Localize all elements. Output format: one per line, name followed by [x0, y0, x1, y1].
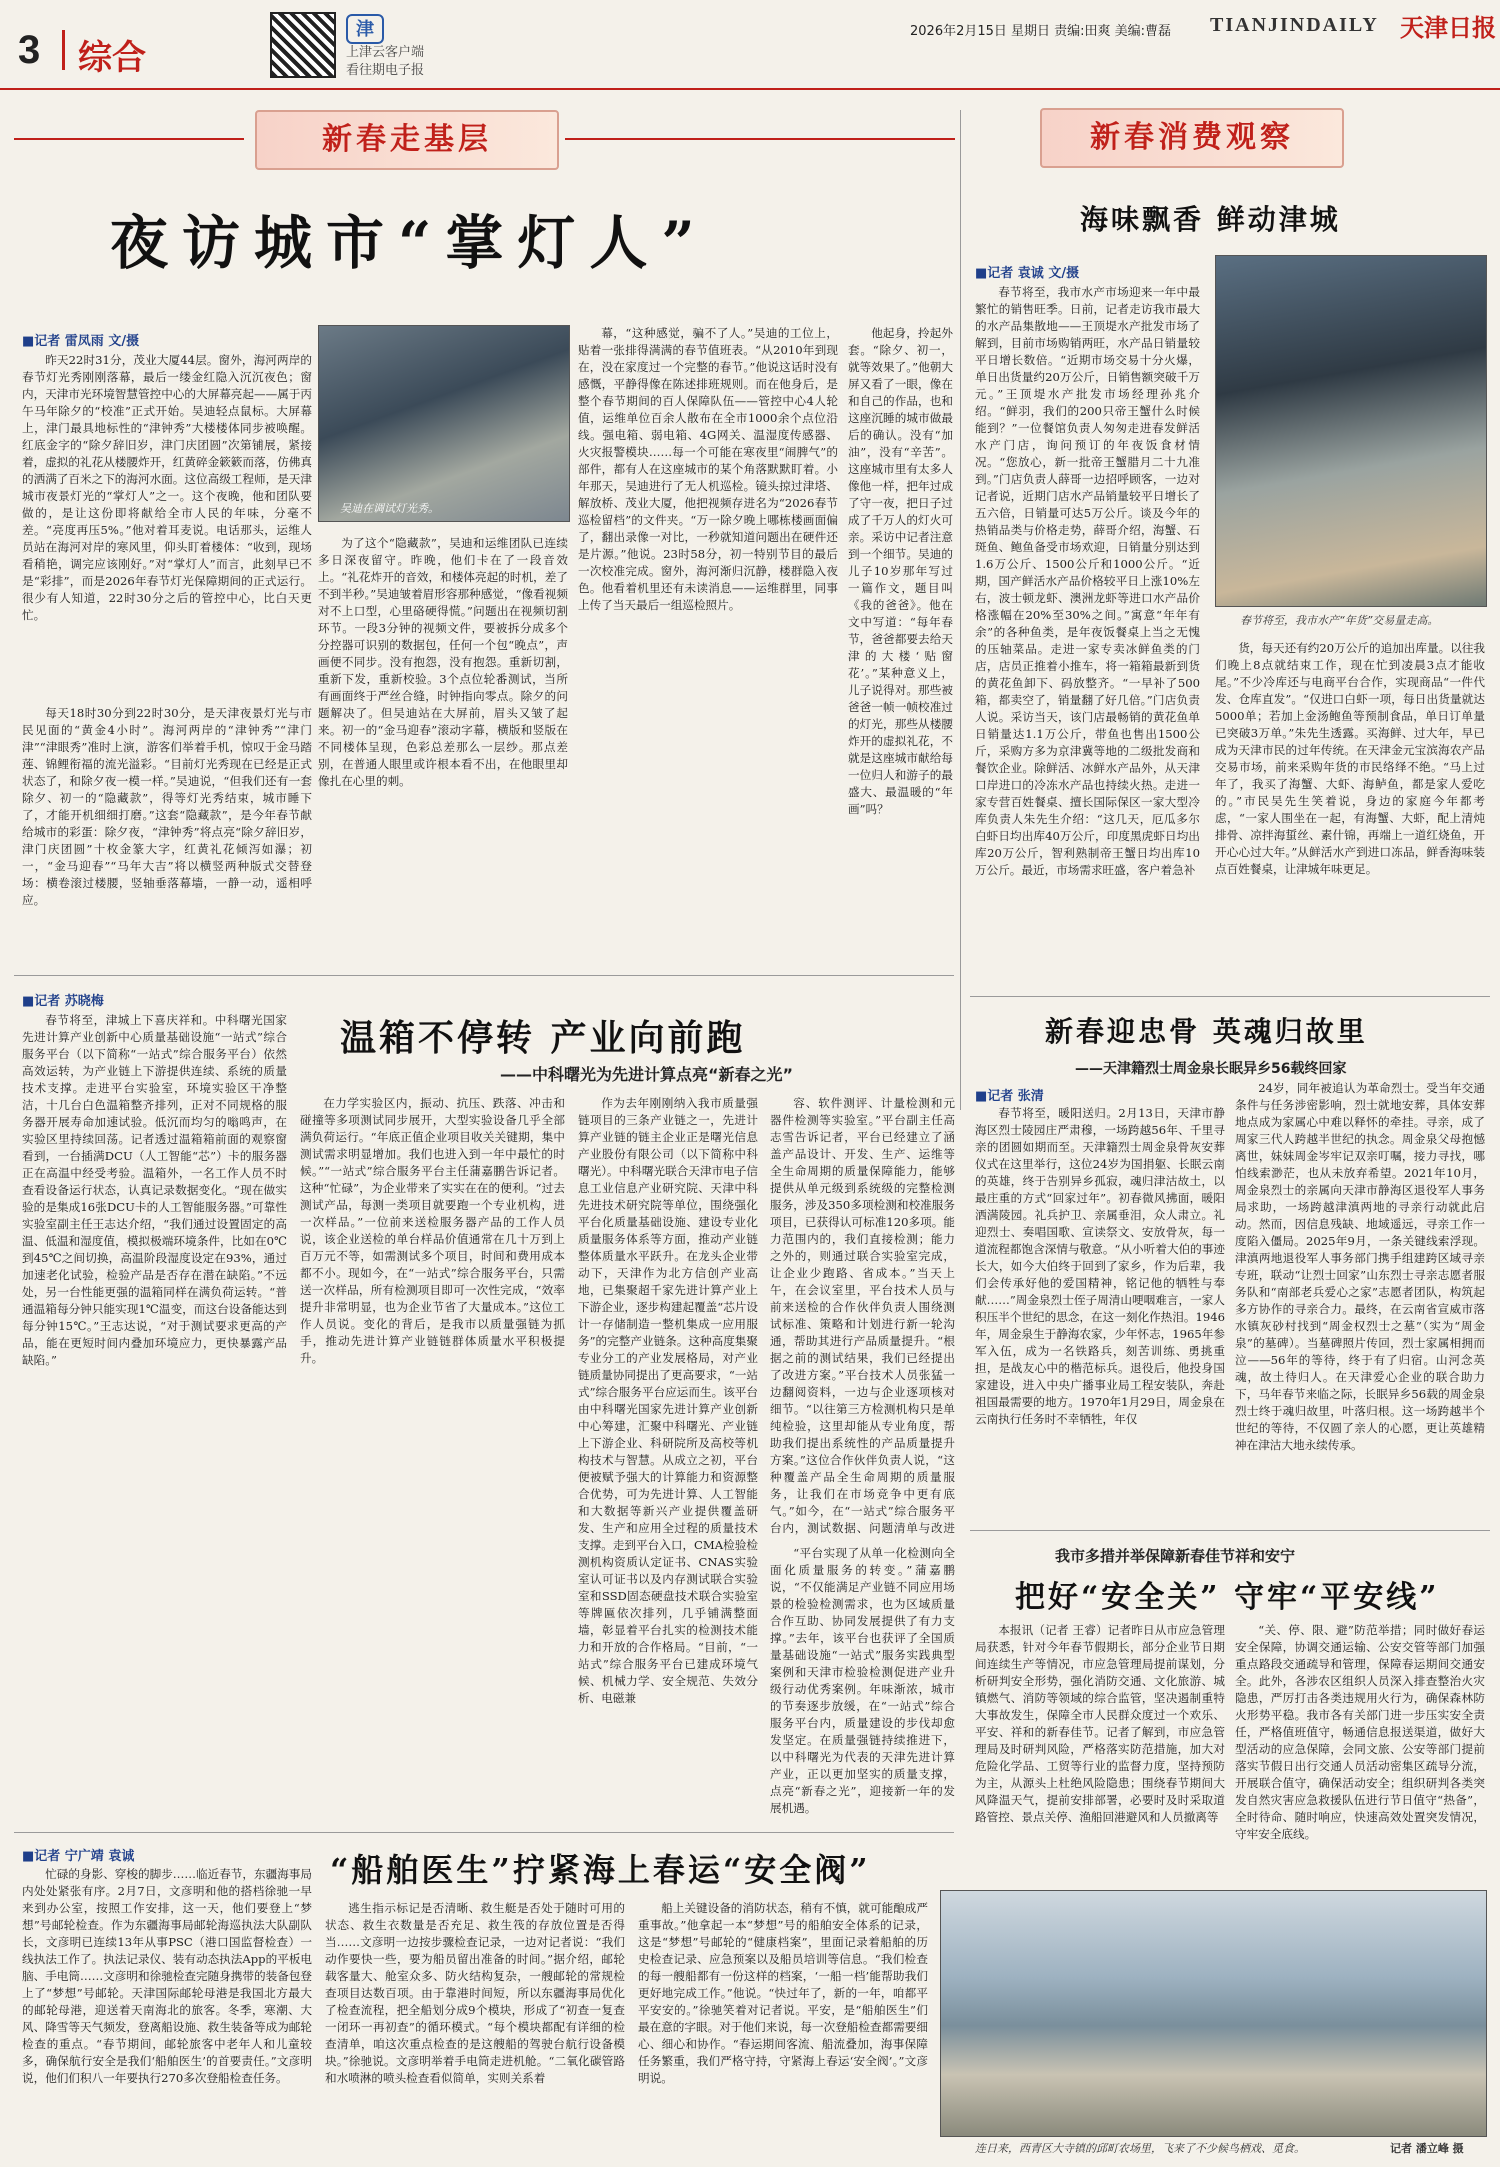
story5-col2-text: 24岁，同年被追认为革命烈士。受当年交通条件与任务涉密影响，烈士就地安葬，具体安葬地点成为家属心中难以释怀的牵挂。寻亲，成了周家三代人跨越半世纪的执念。周金泉父母抱憾离世，妹妹周金岑牢记双亲叮嘱，接力寻找，哪怕线索渺茫，也从未放弃希望。2021年10月，周金泉烈士的亲属向天津市静海区退役军人事务局求助，一场跨越津滇两地的寻亲行动就此启动。然而，因信息残缺、地域遥远，寻亲工作一度陷入僵局。2025年9月，一条关键线索浮现。津滇两地退役军人事务部门携手组建跨区域寻亲专班，联动“让烈士回家”山东烈士寻亲志愿者服务队和“南部老兵爱心之家”志愿者团队，构筑起多方协作的寻亲合力。最终，在云南省宣威市落水镇灰砂村找到“周金权烈士之墓”（实为“周金泉”的墓碑）。当墓碑照片传回，烈士家属相拥而泣——56年的等待，终于有了归宿。山河念英魂，故土待归人。在天津爱心企业的联合助力下，马年春节来临之际，长眠异乡56载的周金泉烈士终于魂归故里，叶落归根。这一场跨越半个世纪的等待，不仅圆了亲人的心愿，更让英雄精神在津沽大地永续传承。 — [1235, 1081, 1485, 1452]
story6-col2-text: “关、停、限、避”防范举措；同时做好春运安全保障，协调交通运输、公安交管等部门加强重点路段交通疏导和管理，保障春运期间交通安全。此外，各涉农区组织人员深入排查整治火灾隐患，严厉打击各类违规用火行为，确保森林防火形势平稳。我市各有关部门进一步压实安全责任，严格值班值守，畅通信息报送渠道，做好大型活动的应急保障，会同文旅、公安等部门提前落实节假日出行交通人员活动密集区疏导分流，开展联合值守，确保活动安全；组织研判各类突发自然灾害应急救援队伍进行节日值守“热备”，全时待命、随时响应，快速高效处置突发情况，守牢安全底线。 — [1235, 1623, 1485, 1841]
story1-col5-text: 他起身，拎起外套。“除夕、初一，就等效果了。”他朝大屏又看了一眼，像在和自己的作品，也和这座沉睡的城市做最后的确认。没有“加油”，没有“辛苦”。这座城市里有太多人像他一样，把年过成了守一夜，把日子过成了千万人的灯火可亲。采访中记者注意到一个细节。吴迪的儿子10岁那年写过一篇作文，题目叫《我的爸爸》。他在文中写道：“每年春节，爸爸都要去给天津的大楼‘贴窗花’。”某种意义上，儿子说得对。那些被爸爸一帧一帧校准过的灯光，那些从楼腰炸开的虚拟礼花，不就是这座城市献给每一位归人和游子的最盛大、最温暖的“年画”吗？ — [848, 326, 953, 816]
page-header — [0, 0, 1500, 92]
story4-col2-text: 货，每天还有约20万公斤的追加出库量。以往我们晚上8点就结束工作，现在忙到凌晨3点才能收尾。”不少冷库还与电商平台合作，实现商品“一件代发、仓库直发”。“仅进口白虾一项，每日出货量就达5000单；若加上金汤鲍鱼等预制食品，单日订单量已突破3万单。”朱先生透露。买海鲜、过大年，早已成为天津市民的过年传统。在天津金元宝滨海农产品交易市场，前来采购年货的市民络绎不绝。“马上过年了，我买了海蟹、大虾、海鲈鱼，都是家人爱吃的。”市民吴先生笑着说，身边的家庭今年都考虑，“一家人围坐在一起，有海蟹、大虾，配上清炖排骨、凉拌海蜇丝、素什锦，再端上一道红烧鱼，开开心心过大年。”从鲜活水产到进口冻品，鲜香海味装点百姓餐桌，让津城年味更足。 — [1215, 641, 1485, 876]
story3-col2-text: 逃生指示标记是否清晰、救生艇是否处于随时可用的状态、救生衣数量是否充足、救生筏的存放位置是否得当……文彦明一边按步骤检查记录，一边对记者说：“我们动作要快一些，要为船员留出准备的时间。”据介绍，邮轮载客量大、舱室众多、防火结构复杂，一艘邮轮的常规检查项目达数百项。由于靠港时间短，所以东疆海事局优化了检查流程，把全船划分成9个模块，形成了“初查一复查一闭环一再初查”的循环模式。“每个模块都配有详细的检查清单，咱这次重点检查的是这艘船的驾驶台航行设备模块。”徐驰说。文彦明举着手电筒走进机舱。“二氧化碳管路和水喷淋的喷头检查看似简单，实则关系着 — [325, 1901, 625, 2085]
story2-col4-text: 容、软件测评、计量检测和元器件检测等实验室。”平台副主任高志雪告诉记者，平台已经建立了涵盖产品设计、开发、生产、运维等全生命周期的质量保障能力，能够提供从单元级到系统级的完整检测服务，涉及350多项检测和校准服务项目，已获得认可标准120多项。能力范围内的，我们直接检测；能力之外的，则通过联合实验室完成，让企业少跑路、省成本。”当天上午，在会议室里，平台技术人员与前来送检的合作伙伴负责人围绕测试标准、策略和计划进行新一轮沟通，帮助其进行产品质量提升。“根据之前的测试结果，我们已经提出了改进方案。”平台技术人员张猛一边翻阅资料，一边与企业逐项核对细节。“以往第三方检测机构只是单纯检验，这里却能从专业角度，帮助我们提出系统性的产品质量提升方案。”这位合作伙伴负责人说，“这种覆盖产品全生命周期的质量服务，让我们在市场竞争中更有底气。”如今，在“一站式”综合服务平台内，测试数据、问题清单与改进 — [770, 1096, 955, 1535]
client-line1: 上津云客户端 — [346, 45, 425, 60]
story1-col3-text: 为了这个“隐藏款”，吴迪和运维团队已连续多日深夜留守。昨晚，他们卡在了一段音效上。“礼花炸开的音效，和楼体亮起的时机，差了不到半秒。”吴迪皱着眉形容那种感觉，“像看视频对不上口型，心里硌硬得慌。”问题出在视频切割环节。一段3分钟的视频文件，要被拆分成多个分控器可识别的数据包，任何一个包“晚点”，声画便不同步。没有抱怨，没有抱怨。重新切割，重新下发，重新校验。3个点位轮番测试，当所有画面终于严丝合缝，时钟指向零点。除夕的问题解决了。但吴迪站在大屏前，眉头又皱了起来。初一的“金马迎春”滚动字幕，横版和竖版在不同楼体呈现，色彩总差那么一层纱。那点差别，在普通人眼里或许根本看不出，在他眼里却像扎在心里的刺。 — [318, 536, 568, 788]
story2-col1-text: 春节将至，津城上下喜庆祥和。中科曙光国家先进计算产业创新中心质量基础设施“一站式”综合服务平台（以下简称“一站式”综合服务平台）依然高效运转，为产业链上下游提供连续、系统的质量技术支撑。走进平台实验室，环境实验区干净整洁，十几台白色温箱整齐排列，正对不同规格的服务器开展寿命加速试验。低沉而均匀的嗡鸣声，在实验区里持续回荡。记者透过温箱箱前面的观察窗看到，一台插满DCU（人工智能“芯”）卡的服务器正在高温中经受考验。温箱外，一名工作人员不时查看设备运行状态，认真记录数据变化。“现在做实验的是集成16张DCU卡的人工智能服务器。”可靠性实验室副主任王志达介绍，“我们通过设置固定的高温、低温和湿度值，模拟极端环境条件，比如在0℃到45℃之间切换，高温阶段湿度设定在93%，通过加速老化试验，检验产品是否存在潜在缺陷。”不远处，另一台性能更强的温箱同样在满负荷运转。“普通温箱每分钟只能实现1℃温变，而这台设备能达到每分钟15℃。”王志达说，“对于测试要求更高的产品，能在更短时间内叠加环境应力，更快暴露产品缺陷。” — [22, 1013, 287, 1367]
app-logo-icon: 津 — [346, 14, 384, 44]
story5-col2 — [1235, 1080, 1485, 1520]
header-rule — [0, 88, 1500, 90]
brand-logo: 天津日报 — [1400, 13, 1496, 42]
banner-rule-left — [14, 138, 244, 140]
story3-col3-text: 船上关键设备的消防状态，稍有不慎，就可能酿成严重事故。”他拿起一本“梦想”号的船舶安全体系的记录，这是“梦想”号邮轮的“健康档案”，里面记录着船舶的历史检查记录、应急预案以及船员培训等信息。“我们检查的每一艘船都有一份这样的档案，‘一船一档’能帮助我们更好地完成工作。”他说。“快过年了，新的一年，咱都平平安安的。”徐驰笑着对记者说。平安，是“船舶医生”们最在意的字眼。对于他们来说，每一次登船检查都需要细心、细心和协作。“春运期间客流、船流叠加，海事保障任务繁重，我们严格守持，守紧海上春运‘安全阀’。”文彦明说。 — [638, 1901, 928, 2085]
story1-col4-text: 幕，“这种感觉，骗不了人。”吴迪的工位上，贴着一张排得满满的春节值班表。“从2010年到现在，没在家度过一个完整的春节。”他说这话时没有感慨，平静得像在陈述排班规则。而在他身后，是整个春节期间的百人保障队伍——管控中心4人轮值，运维单位百余人散布在全市1000余个点位沿线。强电箱、弱电箱、4G网关、温湿度传感器、火灾报警模块……每一个可能在寒夜里“闹脾气”的部件，都有人在这座城市的某个角落默默盯着。小年那天，吴迪进行了无人机巡检。镜头掠过津塔、解放桥、茂业大厦，他把视频存进名为“2026春节巡检留档”的文件夹。“万一除夕晚上哪栋楼画面偏了，翻出录像一对比，一秒就知道问题出在硬件还是片源。”他说。23时58分，初一特别节目的最后一次校准完成。窗外，海河渐归沉静，楼群隐入夜色。他看着机里还有未读消息——运维群里，同事上传了当天最后一组巡检照片。 — [578, 326, 838, 612]
story3-col2 — [325, 1900, 625, 2156]
page-number: 3 — [18, 28, 41, 72]
story2-byline: ■记者 苏晓梅 — [22, 994, 104, 1009]
story5-col1-text: 春节将至，暖阳送归。2月13日，天津市静海区烈士陵园庄严肃穆，一场跨越56年、千里寻亲的团圆如期而至。天津籍烈士周金泉骨灰安葬仪式在这里举行，这位24岁为国捐躯、长眠云南的英雄，终于告别异乡孤寂，魂归津沽故土，以最庄重的方式“回家过年”。初春微风拂面，暖阳洒满陵园。礼兵护卫、亲属垂泪，众人肃立。礼迎烈士、奏唱国歌、宣读祭文、安放骨灰，每一道流程都饱含深情与敬意。“从小听着大伯的事迹长大，如今大伯终于回到了家乡，作为后辈，我们会传承好他的爱国精神，铭记他的牺牲与奉献……”周金泉烈士侄子周清山哽咽难言，一家人积压半个世纪的思念，在这一刻化作热泪。1946年，周金泉生于静海农家，少年怀志，1965年参军入伍，成为一名铁路兵，刻苦训练、勇挑重担，是战友心中的楷范标兵。退役后，他投身国家建设，进入中央广播事业局工程安装队，奔赴祖国最需要的地方。1970年1月29日，周金泉在云南执行任务时不幸牺牲，年仅 — [975, 1106, 1225, 1426]
story2-headline: 温箱不停转 产业向前跑 — [340, 1017, 746, 1059]
section-name: 综合 — [78, 38, 146, 78]
story1-headline: 夜访城市“掌灯人” — [110, 209, 709, 277]
story2-col2 — [300, 1095, 565, 1822]
story2-col2-text: 在力学实验区内，振动、抗压、跌落、冲击和碰撞等多项测试同步展开，大型实验设备几乎全部满负荷运行。“年底正值企业项目收关关键期，集中测试需求明显增加。我们也进入到一年中最忙的时候。”“一站式”综合服务平台主任蒲嘉鹏告诉记者。这种“忙碌”，为企业带来了实实在在的便利。“过去测试产品，每测一类项目就要跑一个专业机构，进一次样品。”一位前来送检服务器产品的工作人员说，该企业送检的单台样品价值通常在几十万到上百万元不等，如需测试多个项目，时间和费用成本都不小。现如今，在“一站式”综合服务平台，只需送一次样品，所有检测项目即可一次性完成，“效率提升非常明显，也为企业节省了大量成本。”这位工作人员说。变化的背后，是我市以质量强链为抓手，推动先进计算产业链链群体质量水平积极提升。 — [300, 1096, 565, 1365]
header-divider — [62, 30, 65, 70]
client-promo[interactable] — [346, 44, 424, 80]
story2-subheadline: ——中科曙光为先进计算点亮“新春之光” — [500, 1065, 794, 1084]
story3-col1-text: 忙碌的身影、穿梭的脚步……临近春节，东疆海事局内处处紧张有序。2月7日，文彦明和他的搭档徐驰一早来到办公室，按照工作安排，这一天，他们要登上“梦想”号邮轮检查。作为东疆海事局邮轮海巡执法大队副队长，文彦明已连续13年从事PSC（港口国监督检查）一线执法工作了。执法记录仪、装有动态执法App的平板电脑、手电筒……文彦明和徐驰检查完随身携带的装备包登上了“梦想”号邮轮。天津国际邮轮母港是我国北方最大的邮轮母港，迎送着天南海北的旅客。冬季，寒潮、大风、降雪等天气频发，登离船设施、救生装备等成为邮轮检查的重点。“春节期间，邮轮旅客中老年人和儿童较多，确保航行安全是我们‘船舶医生’的首要责任。”文彦明说，他们们积八一年要执行270多次登船检查任务。 — [22, 1867, 312, 2085]
story6-kicker: 我市多措并举保障新春佳节祥和安宁 — [1055, 1547, 1296, 1565]
story1-byline: ■记者 雷凤雨 文/摄 — [22, 334, 140, 349]
client-line2: 看往期电子报 — [346, 63, 425, 78]
story4-headline: 海味飘香 鲜动津城 — [1080, 203, 1341, 236]
story4-col1 — [975, 284, 1200, 984]
story3-col1 — [22, 1866, 312, 2156]
left-banner-text: 新春走基层 — [322, 122, 492, 157]
qr-code[interactable] — [270, 12, 336, 78]
dateline: 2026年2月15日 星期日 责编:田爽 美编:曹磊 — [910, 24, 1172, 39]
story3-headline: “船舶医生”拧紧海上春运“安全阀” — [330, 1851, 871, 1889]
story5-subheadline: ——天津籍烈士周金泉长眠异乡56载终回家 — [1075, 1061, 1347, 1077]
story1-col3 — [318, 535, 568, 965]
banner-rule-right — [565, 138, 955, 140]
story1-col4 — [578, 325, 838, 965]
story2-bottom-rule — [14, 1832, 954, 1833]
story1-caption: 吴迪在调试灯光秀。 — [340, 502, 439, 515]
story2-col4 — [770, 1095, 955, 1535]
story5-col1 — [975, 1105, 1225, 1520]
brand-en: TIANJINDAILY — [1210, 14, 1379, 36]
right-column-banner — [1040, 108, 1344, 168]
story4-col2 — [1215, 640, 1485, 985]
birds-photo — [940, 1890, 1487, 2137]
birds-photo-credit: 记者 潘立峰 摄 — [1390, 2142, 1464, 2155]
story6-col1 — [975, 1622, 1225, 1882]
birds-photo-caption: 连日来，西青区大寺镇的邱町农场里，飞来了不少候鸟栖戏、觅食。 — [975, 2142, 1305, 2155]
story2-col3-text: 作为去年刚刚纳入我市质量强链项目的三条产业链之一，先进计算产业链的链主企业正是曙光信息产业股份有限公司（以下简称中科曙光）。中科曙光联合天津市电子信息工业信息产业研究院、天津中科先进技术研究院等单位，围绕强化平台化质量基础设施、建设专业化质量服务体系等方面，推动产业链整体质量水平跃升。在龙头企业带动下，天津作为北方信创产业高地，已集聚超千家先进计算产业上下游企业，逐步构建起覆盖“芯片设计一存储制造一整机集成一应用服务”的完整产业链条。这种高度集聚专业分工的产业发展格局，对产业链质量协同提出了更高要求，“一站式”综合服务平台应运而生。该平台由中科曙光国家先进计算产业创新中心筹建，汇聚中科曙光、产业链上下游企业、科研院所及高校等机构技术与智慧。从成立之初，平台便被赋予强大的计算能力和资源整合优势，可为先进计算、人工智能和大数据等新兴产业提供覆盖研发、生产和应用全过程的质量技术支撑。走到平台入口，CMA检验检测机构资质认定证书、CNAS实验室认可证书以及内存测试联合实验室和SSD固态硬盘技术联合实验室等牌匾依次排列，几乎铺满整面墙，彰显着平台扎实的检测技术能力和开放的合作格局。“目前，“一站式”综合服务平台已建成环境气候、机械力学、安全规范、失效分析、电磁兼 — [578, 1096, 758, 1705]
story4-caption: 春节将至，我市水产“年货”交易量走高。 — [1240, 614, 1439, 627]
story2-col1 — [22, 1012, 287, 1822]
story4-col1-text: 春节将至，我市水产市场迎来一年中最繁忙的销售旺季。日前，记者走访我市最大的水产品集散地——王顶堤水产批发市场了解到，目前市场购销两旺，水产品日销量较平日增长数倍。“近期市场交易十分火爆，单日出货量约20万公斤，日销售额突破千万元。”王顶堤水产批发市场经理孙兆介绍。“鲜羽，我们的200只帝王蟹什么时候能到？”一位餐馆负责人匆匆走进春发鲜活水产门店，询问预订的年夜饭食材情况。“您放心，新一批帝王蟹腊月二十九准到。”门店负责人薛哥一边招呼顾客，一边对记者说，近期门店水产品销量较平日增长了五六倍，日销量可达5万公斤。谈及今年的热销品类与价格走势，薛哥介绍，海蟹、石斑鱼、鲍鱼备受市场欢迎，日销量分别达到1.6万公斤、1500公斤和1000公斤。“近期，国产鲜活水产品价格较平日上涨10%左右，波士顿龙虾、澳洲龙虾等进口水产品价格涨幅在20%至30%之间。”寓意“年年有余”的各种鱼类，是年夜饭餐桌上当之无愧的压轴菜品。走进一家专卖冰鲜鱼类的门店，店员正推着小推车，将一箱箱最新到货的黄花鱼卸下、码放整齐。“一早补了500箱，都卖空了，销量翻了好几倍。”门店负责人说。采访当天，该门店最畅销的黄花鱼单日销量达1.1万公斤，带鱼也售出1500公斤，采购方多为京津冀等地的二级批发商和餐饮企业。除鲜活、冰鲜水产品外，从天津口岸进口的冷冻水产品也持续火热。走进一家专营百姓餐桌、擅长国际保区一家大型冷库负责人朱先生介绍：“这几天，厄瓜多尔白虾日均出库40万公斤，印度黑虎虾日均出库20万公斤，智利熟制帝王蟹日均出库10万公斤。最近，市场需求旺盛，客户着急补 — [975, 285, 1200, 877]
story5-headline: 新春迎忠骨 英魂归故里 — [1045, 1015, 1368, 1048]
story3-col3 — [638, 1900, 928, 2156]
column-divider-right — [960, 110, 961, 1110]
left-column-banner — [255, 110, 559, 170]
story2-col5 — [770, 1545, 955, 1822]
story1-col5 — [848, 325, 953, 965]
story3-byline: ■记者 宁广靖 袁诚 — [22, 1849, 135, 1864]
story4-photo — [1215, 255, 1487, 607]
story1-col1-text: 昨天22时31分，茂业大厦44层。窗外，海河两岸的春节灯光秀刚刚落幕，最后一缕金红隐入沉沉夜色；窗内，天津市光环境智慧管控中心的大屏幕亮起——属于丙午马年除夕的“校准”正式开始。吴迪轻点鼠标。大屏幕上，津门最具地标性的“津钟秀”大楼楼体同步被唤醒。红底金字的“除夕辞旧岁，津门庆团圆”次第铺展，紧接着，虚拟的礼花从楼腰炸开，红黄碎金簌簌而落，仿佛真的洒满了百米之下的海河水面。这位高级工程师，是天津城市夜景灯光的“掌灯人”之一。这个夜晚，他和团队要做的，是让这份即将献给全市人民的年味，分毫不差。“亮度再压5%。”他对着耳麦说。电话那头，运维人员站在海河对岸的寒风里，仰头盯着楼体：“收到，现场看稍艳，调完应该刚好。”对“掌灯人”而言，此刻早已不是“彩排”，而是2026年春节灯光保障期间的正式运行。很少有人知道，22时30分之后的管控中心，比白天更忙。 — [22, 353, 312, 622]
right-banner-text: 新春消费观察 — [1090, 120, 1294, 155]
story6-col1-text: 本报讯（记者 王睿）记者昨日从市应急管理局获悉，针对今年春节假期长，部分企业节日期间连续生产等情况，市应急管理局提前谋划，分析研判安全形势，强化消防交通、文化旅游、城镇燃气、消防等领域的综合监管，坚决遏制重特大事故发生，保障全市人民群众度过一个欢乐、平安、祥和的新春佳节。记者了解到，市应急管理局及时研判风险，严格落实防范措施，加大对危险化学品、工贸等行业的监督力度，坚持预防为主，从源头上杜绝风险隐患；围绕春节期间大风降温天气，提前安排部署，必要时及时采取道路管控、景点关停、渔船回港避风和人员撤离等 — [975, 1623, 1225, 1824]
story4-bottom-rule — [970, 996, 1490, 997]
story6-col2 — [1235, 1622, 1485, 1882]
story1-photo — [318, 325, 570, 522]
story1-col2-text: 每天18时30分到22时30分，是天津夜景灯光与市民见面的“黄金4小时”。海河两岸的“津钟秀”“津门津”“津眼秀”准时上演，游客们举着手机，惊叹于金马踏莲、锦鲤衔福的流光溢彩。“目前灯光秀现在已经是正式状态了，和除夕夜一模一样。”吴迪说，“但我们还有一套除夕、初一的“隐藏款”，得等灯光秀结束，城市睡下了，才能开机细细打磨。”这套“隐藏款”，是今年春节献给城市的彩蛋：除夕夜，“津钟秀”将点亮“除夕辞旧岁，津门庆团圆”十枚金篆大字，红黄礼花倾泻如瀑；初一，“金马迎春”“马年大吉”将以横竖两种版式交替登场：横卷滚过楼腰，竖轴垂落幕墙，一静一动，遥相呼应。 — [22, 706, 312, 907]
story5-byline: ■记者 张清 — [975, 1089, 1044, 1104]
story5-bottom-rule — [970, 1530, 1490, 1531]
story4-byline: ■记者 袁诚 文/摄 — [975, 266, 1080, 281]
story6-headline: 把好“安全关” 守牢“平安线” — [1015, 1580, 1440, 1615]
story1-col2 — [22, 705, 312, 965]
story2-col3 — [578, 1095, 758, 1822]
story1-bottom-rule — [14, 975, 954, 976]
story2-col5-text: “平台实现了从单一化检测向全面化质量服务的转变。”蒲嘉鹏说，“不仅能满足产业链不同应用场景的检验检测需求，也为区域质量合作互助、协同发展提供了有力支撑。”去年，该平台也获评了全国质量基础设施“一站式”服务实践典型案例和天津市检验检测促进产业升级行动优秀案例。年味渐浓，城市的节奏逐步放缓，在“一站式”综合服务平台内，质量建设的步伐却愈发坚定。在质量强链持续推进下，以中科曙光为代表的天津先进计算产业，正以更加坚实的质量支撑，点亮“新春之光”，迎接新一年的发展机遇。 — [770, 1546, 955, 1815]
